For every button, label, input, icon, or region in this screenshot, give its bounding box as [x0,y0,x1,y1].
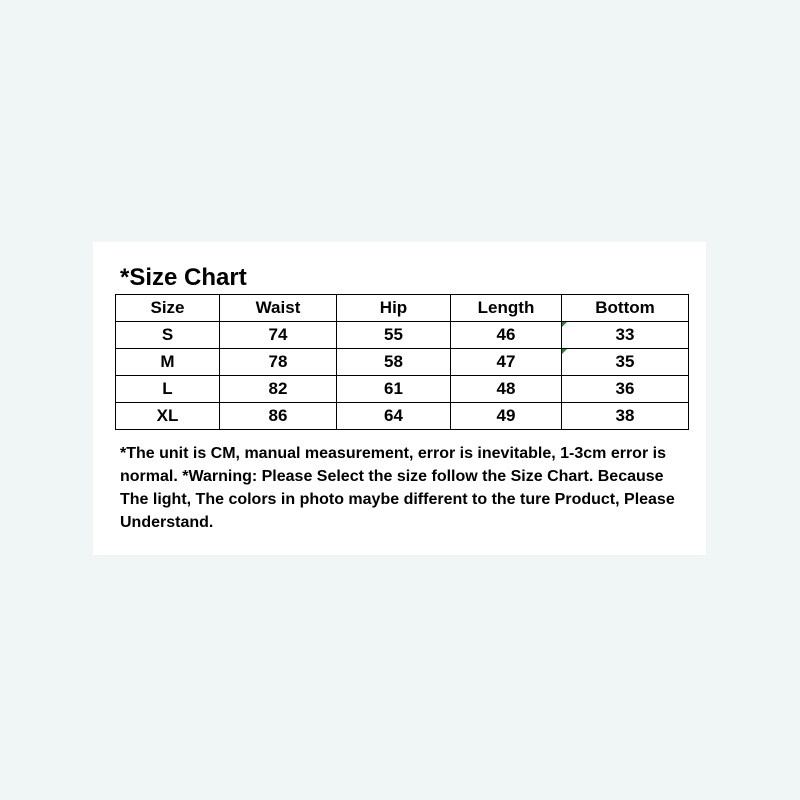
column-header-bottom: Bottom [562,295,689,322]
column-header-size: Size [116,295,220,322]
table-row [116,376,689,403]
bottom-cell: 33 [562,322,689,349]
size-chart-title: *Size Chart [120,264,247,291]
measurement-note: *The unit is CM, manual measurement, error is inevitable, 1-3cm error is normal. *Warning: Please Select the size follow the Size Chart. Because The light, The colors in photo maybe different to the ture Product, Please Understand. [120,445,675,531]
size-cell: XL [116,403,220,430]
hip-cell: 64 [337,403,451,430]
waist-cell: 78 [220,349,337,376]
table-row [116,349,689,376]
bottom-cell: 35 [562,349,689,376]
size-cell: L [116,376,220,403]
size-table [115,294,689,430]
hip-cell: 61 [337,376,451,403]
size-chart-card [93,242,706,555]
length-cell: 47 [451,349,562,376]
size-cell: S [116,322,220,349]
length-cell: 48 [451,376,562,403]
table-row [116,403,689,430]
length-cell: 46 [451,322,562,349]
waist-cell: 82 [220,376,337,403]
size-cell: M [116,349,220,376]
table-row [116,322,689,349]
table-header-row [116,295,689,322]
waist-cell: 74 [220,322,337,349]
bottom-cell: 38 [562,403,689,430]
bottom-cell: 36 [562,376,689,403]
hip-cell: 58 [337,349,451,376]
column-header-hip: Hip [337,295,451,322]
hip-cell: 55 [337,322,451,349]
waist-cell: 86 [220,403,337,430]
column-header-length: Length [451,295,562,322]
length-cell: 49 [451,403,562,430]
column-header-waist: Waist [220,295,337,322]
